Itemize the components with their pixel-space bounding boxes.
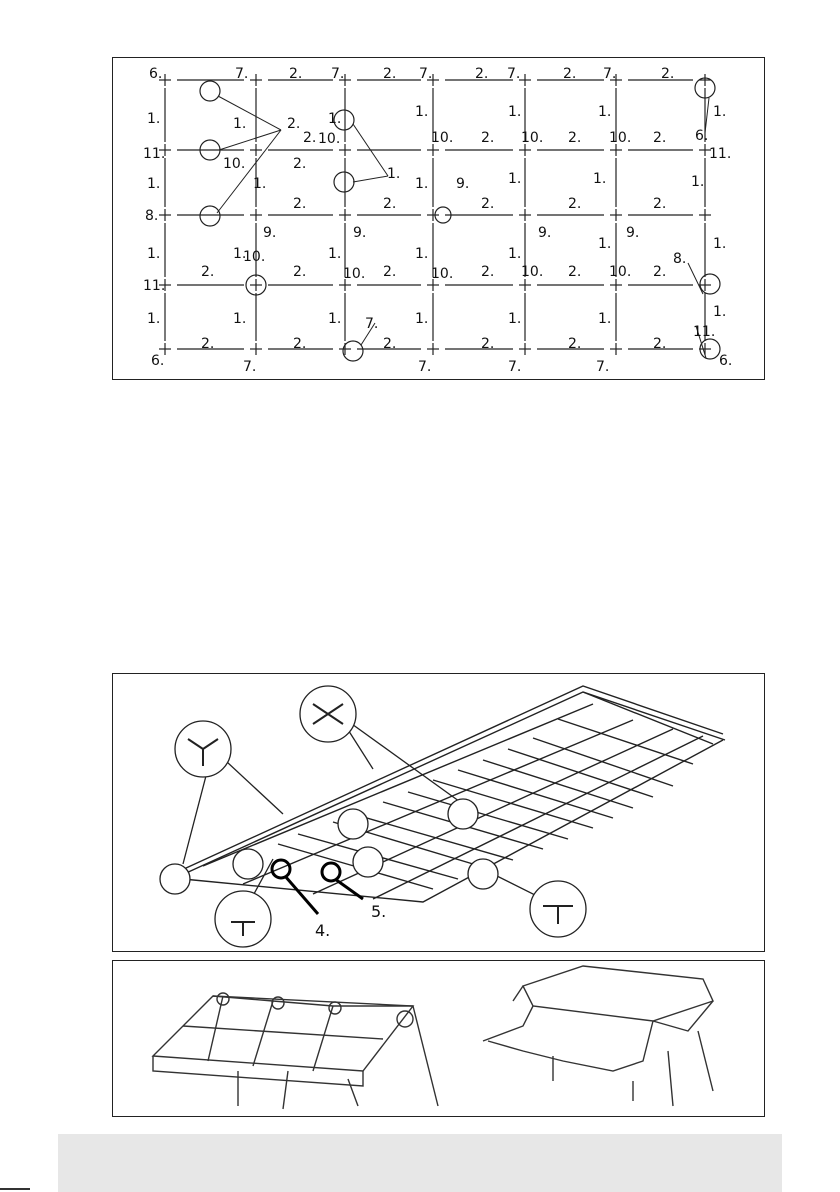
- label-part-2: 2.: [201, 264, 215, 280]
- label-part-1: 1.: [713, 104, 727, 120]
- label-part-2: 2.: [481, 336, 495, 352]
- frame-without-cover: [153, 993, 438, 1109]
- label-part-1: 1.: [713, 236, 727, 252]
- label-part-2: 2.: [383, 264, 397, 280]
- label-part-1: 1.: [147, 311, 161, 327]
- callout-circle: [200, 81, 220, 101]
- label-part-2: 2.: [383, 336, 397, 352]
- label-part-2: 2.: [287, 116, 301, 132]
- tee-connector-detail-left: [215, 891, 271, 947]
- label-part-1: 1.: [233, 116, 247, 132]
- assembly-steps-svg: [113, 961, 764, 1116]
- label-part-2: 2.: [303, 130, 317, 146]
- label-part-2: 2.: [481, 196, 495, 212]
- label-part-7: 7.: [243, 359, 257, 375]
- assembly-steps-diagram: [112, 960, 765, 1117]
- label-part-2: 2.: [653, 264, 667, 280]
- assembled-frame-diagram: [112, 673, 765, 952]
- label-part-1: 1.: [713, 304, 727, 320]
- label-part-6: 6.: [719, 353, 733, 369]
- label-part-1: 1.: [233, 246, 247, 262]
- label-part-10: 10.: [243, 249, 266, 265]
- label-part-5: 5.: [371, 902, 387, 921]
- label-part-1: 1.: [691, 174, 705, 190]
- iso-highlight-rings: [272, 860, 363, 914]
- label-part-2: 2.: [568, 196, 582, 212]
- label-part-11: 11.: [143, 278, 166, 294]
- label-part-10: 10.: [521, 264, 544, 280]
- label-part-11: 11.: [709, 146, 732, 162]
- label-part-1: 1.: [508, 311, 522, 327]
- label-part-10: 10.: [431, 266, 454, 282]
- label-part-2: 2.: [293, 156, 307, 172]
- leader-line: [688, 263, 703, 294]
- assembled-frame-svg: [113, 674, 764, 951]
- label-part-2: 2.: [568, 264, 582, 280]
- top-row-label: 2.: [289, 66, 303, 82]
- label-part-10: 10.: [521, 130, 544, 146]
- label-part-10: 10.: [318, 131, 341, 147]
- label-part-1: 1.: [598, 104, 612, 120]
- label-part-1: 1.: [415, 104, 429, 120]
- top-row-label: 7.: [419, 66, 433, 82]
- top-row-label: 2.: [661, 66, 675, 82]
- label-part-10: 10.: [609, 130, 632, 146]
- label-part-1: 1.: [328, 311, 342, 327]
- label-part-2: 2.: [481, 264, 495, 280]
- leader-line: [353, 176, 388, 182]
- label-part-2: 2.: [653, 130, 667, 146]
- label-part-1: 1.: [508, 171, 522, 187]
- label-part-10: 10.: [343, 266, 366, 282]
- label-part-1: 1.: [508, 246, 522, 262]
- label-part-2: 2.: [201, 336, 215, 352]
- label-part-2: 2.: [568, 130, 582, 146]
- label-part-1: 1.: [508, 104, 522, 120]
- label-part-2: 2.: [293, 336, 307, 352]
- label-part-1: 1.: [598, 311, 612, 327]
- label-part-2: 2.: [653, 336, 667, 352]
- label-part-6: 6.: [695, 128, 709, 144]
- label-part-7: 7.: [365, 316, 379, 332]
- plan-callout-circles: [200, 78, 720, 361]
- label-part-1: 1.: [598, 236, 612, 252]
- label-part-1: 1.: [147, 111, 161, 127]
- top-row-label: 6.: [149, 66, 163, 82]
- callout-circle: [343, 341, 363, 361]
- label-part-11: 11.: [693, 324, 716, 340]
- label-part-7: 7.: [418, 359, 432, 375]
- parts-layout-diagram: [112, 57, 765, 380]
- label-part-1: 1.: [328, 246, 342, 262]
- label-part-1: 1.: [147, 176, 161, 192]
- label-part-10: 10.: [431, 130, 454, 146]
- leader-line: [219, 130, 281, 150]
- label-part-1: 1.: [253, 176, 267, 192]
- top-row-label: 7.: [507, 66, 521, 82]
- label-part-2: 2.: [481, 130, 495, 146]
- label-part-11: 11.: [143, 146, 166, 162]
- label-part-2: 2.: [653, 196, 667, 212]
- callout-circle: [700, 274, 720, 294]
- parts-layout-svg: [113, 58, 764, 379]
- label-part-4: 4.: [315, 921, 331, 940]
- label-part-7: 7.: [596, 359, 610, 375]
- label-part-2: 2.: [383, 196, 397, 212]
- label-part-2: 2.: [293, 196, 307, 212]
- label-part-9: 9.: [456, 176, 470, 192]
- label-part-8: 8.: [673, 251, 687, 267]
- top-row-label: 2.: [383, 66, 397, 82]
- label-part-10: 10.: [609, 264, 632, 280]
- label-part-9: 9.: [353, 225, 367, 241]
- label-part-7: 7.: [508, 359, 522, 375]
- label-part-1: 1.: [233, 311, 247, 327]
- label-part-9: 9.: [626, 225, 640, 241]
- label-part-1: 1.: [415, 311, 429, 327]
- top-row-label: 7.: [331, 66, 345, 82]
- leader-line: [218, 96, 281, 130]
- label-part-9: 9.: [263, 225, 277, 241]
- label-part-8: 8.: [145, 208, 159, 224]
- label-part-2: 2.: [293, 264, 307, 280]
- label-part-9: 9.: [538, 225, 552, 241]
- label-part-1: 1.: [387, 166, 401, 182]
- label-part-1: 1.: [415, 246, 429, 262]
- label-part-10: 10.: [223, 156, 246, 172]
- callout-circle: [334, 172, 354, 192]
- top-row-label: 7.: [603, 66, 617, 82]
- label-part-1: 1.: [593, 171, 607, 187]
- label-part-1: 1.: [415, 176, 429, 192]
- label-part-6: 6.: [151, 353, 165, 369]
- label-part-1: 1.: [147, 246, 161, 262]
- frame-with-cover: [483, 966, 713, 1106]
- label-part-2: 2.: [568, 336, 582, 352]
- top-row-label: 7.: [235, 66, 249, 82]
- label-part-1: 1.: [328, 111, 342, 127]
- top-row-label: 2.: [475, 66, 489, 82]
- callout-circle: [200, 206, 220, 226]
- footer-rule: [0, 1188, 30, 1190]
- footer-bar: [58, 1134, 782, 1192]
- top-row-label: 2.: [563, 66, 577, 82]
